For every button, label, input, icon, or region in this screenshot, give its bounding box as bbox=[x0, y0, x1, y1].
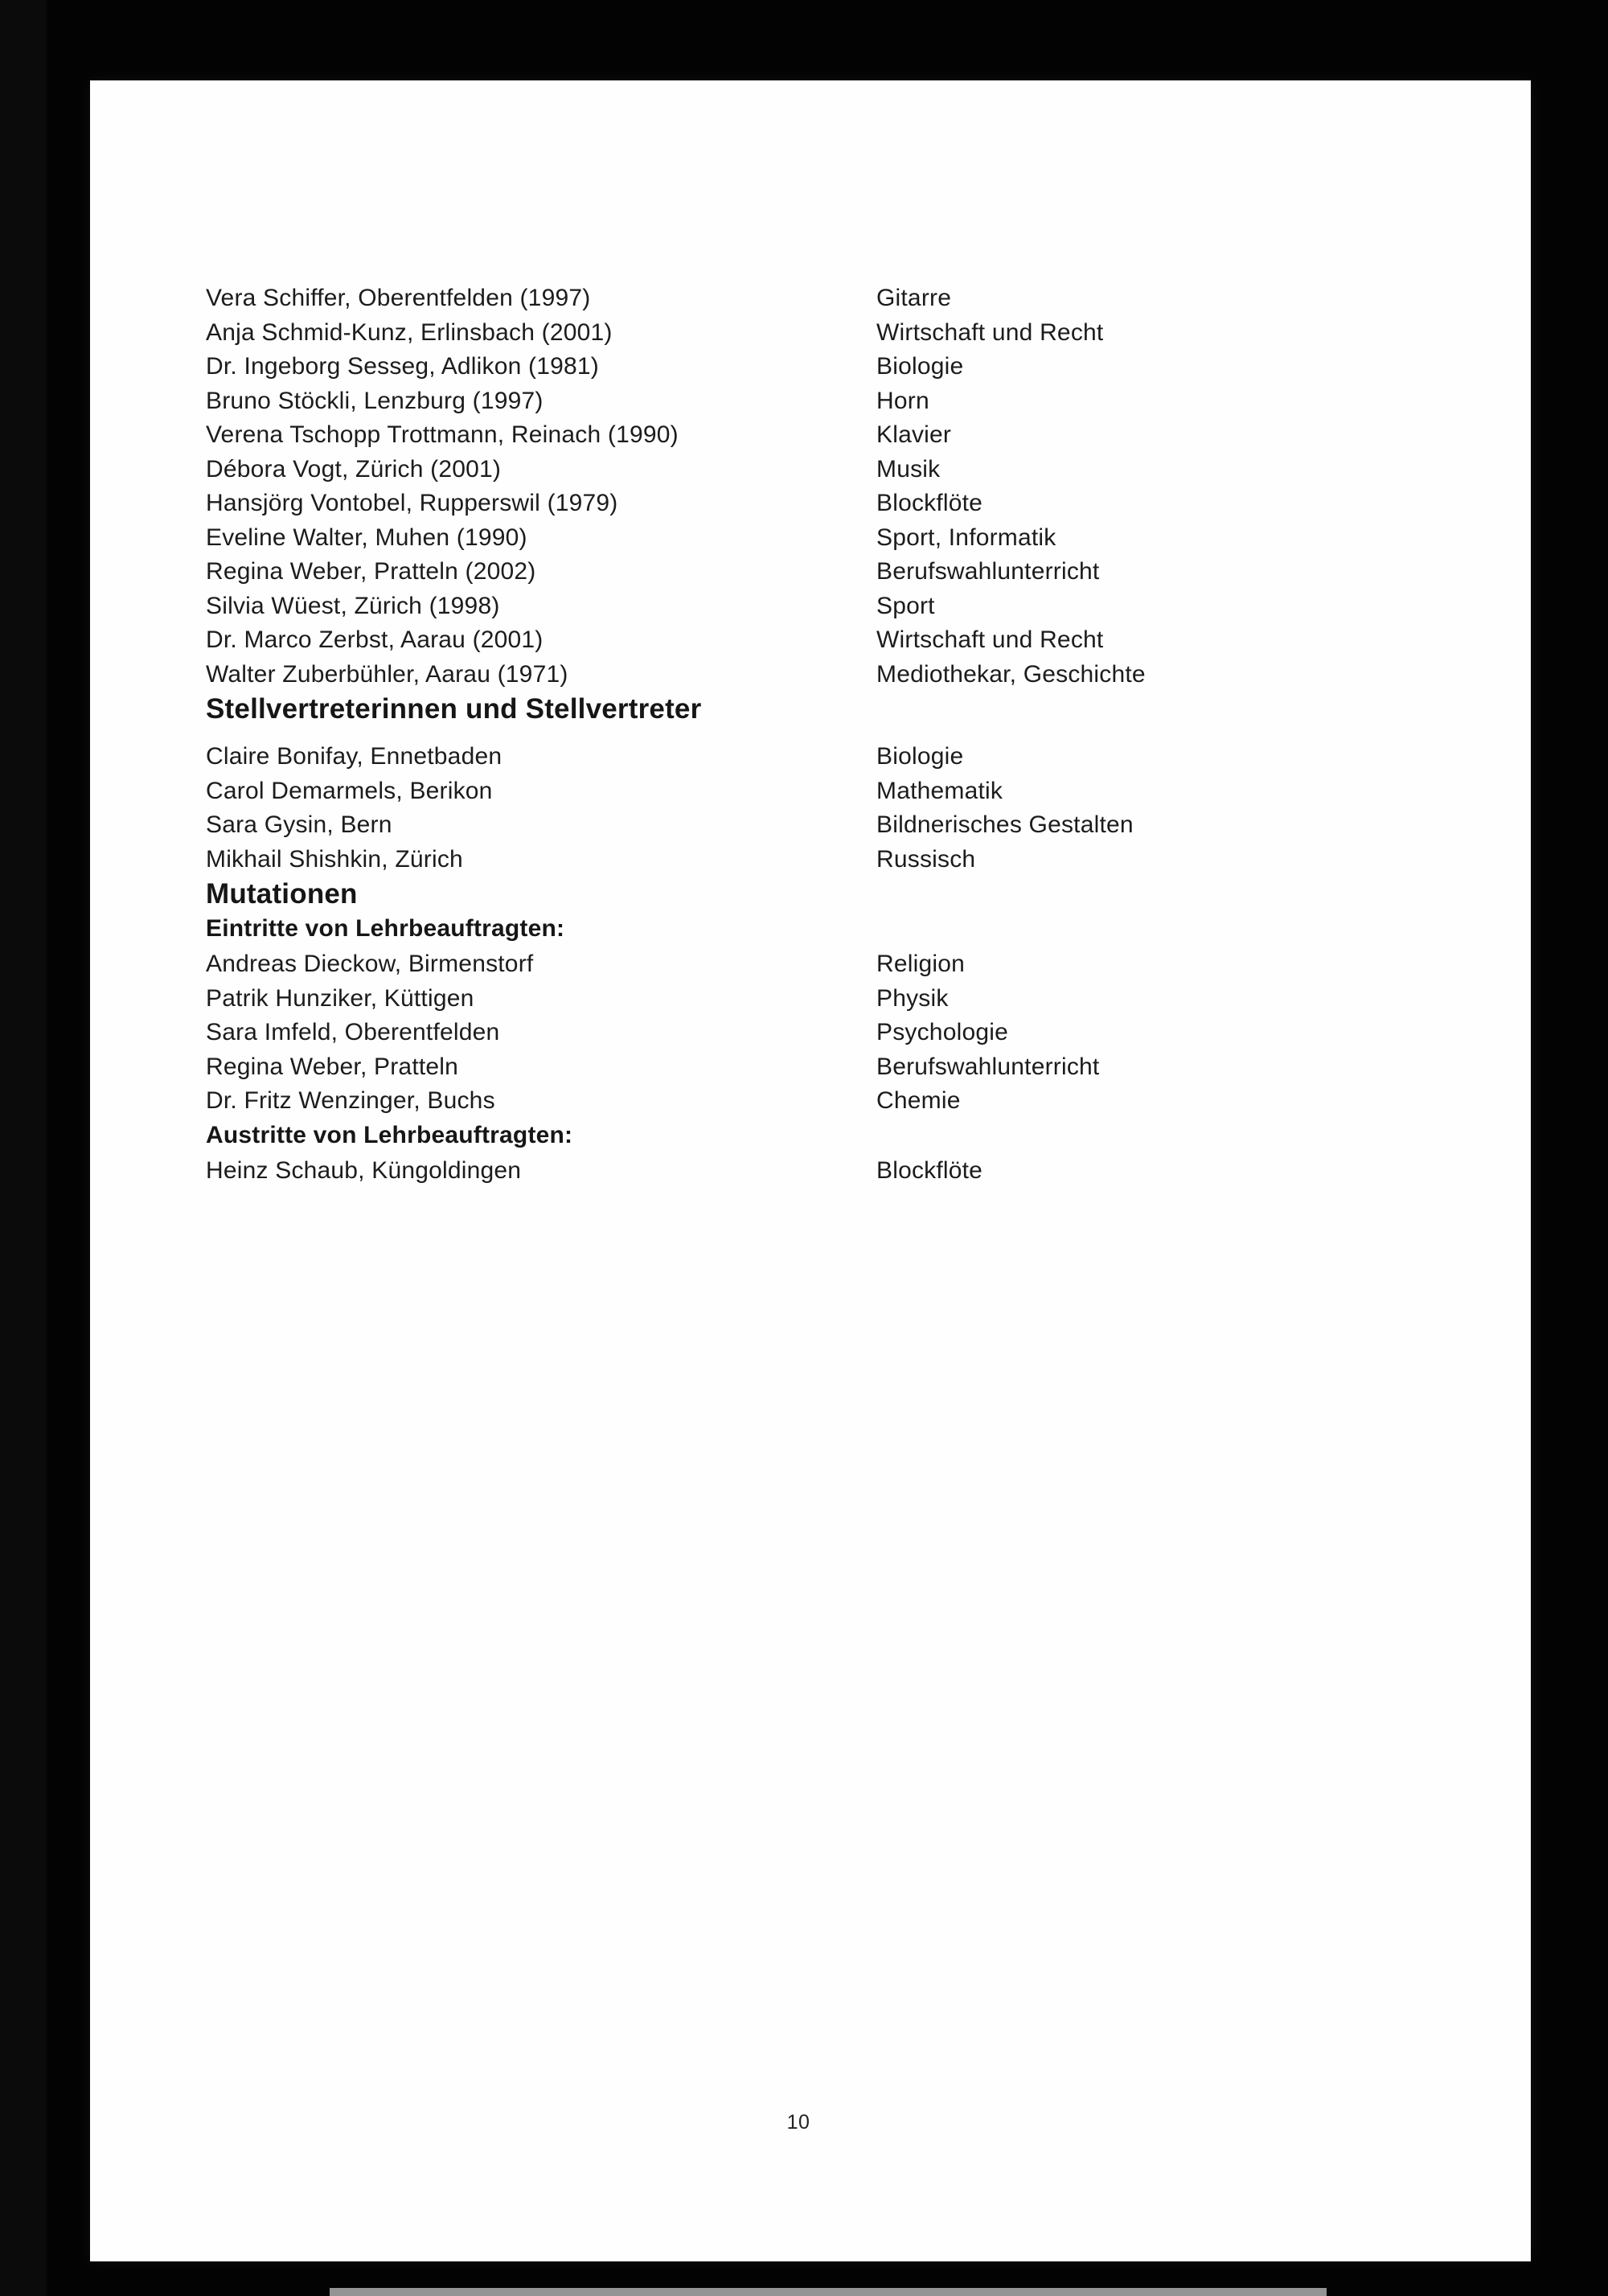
person-name: Silvia Wüest, Zürich (1998) bbox=[206, 592, 500, 619]
person-subject: Sport bbox=[876, 592, 935, 619]
person-name: Heinz Schaub, Küngoldingen bbox=[206, 1156, 522, 1184]
person-subject: Biologie bbox=[876, 743, 964, 770]
document-page bbox=[90, 80, 1531, 2261]
person-name: Hansjörg Vontobel, Rupperswil (1979) bbox=[206, 490, 618, 516]
table-row bbox=[206, 1050, 1483, 1085]
person-subject: Biologie bbox=[876, 353, 964, 380]
person-name: Carol Demarmels, Berikon bbox=[206, 777, 493, 804]
table-row bbox=[206, 774, 1483, 809]
person-subject: Psychologie bbox=[876, 1019, 1008, 1045]
person-subject: Wirtschaft und Recht bbox=[876, 626, 1104, 653]
person-name: Walter Zuberbühler, Aarau (1971) bbox=[206, 660, 568, 688]
scanner-edge-band bbox=[0, 0, 47, 2296]
entries-subheading: Eintritte von Lehrbeauftragten: bbox=[206, 915, 565, 942]
person-name: Dr. Ingeborg Sesseg, Adlikon (1981) bbox=[206, 353, 599, 380]
table-row bbox=[206, 947, 1483, 982]
table-row bbox=[206, 384, 1483, 419]
person-name: Patrik Hunziker, Küttigen bbox=[206, 984, 474, 1012]
person-name: Eveline Walter, Muhen (1990) bbox=[206, 524, 527, 551]
person-subject: Mediothekar, Geschichte bbox=[876, 660, 1146, 688]
table-row bbox=[206, 982, 1483, 1017]
person-name: Sara Imfeld, Oberentfelden bbox=[206, 1019, 500, 1045]
person-subject: Blockflöte bbox=[876, 1156, 983, 1184]
scan-artifact-strip bbox=[330, 2288, 1327, 2296]
table-row bbox=[206, 1016, 1483, 1050]
person-name: Regina Weber, Pratteln (2002) bbox=[206, 558, 536, 585]
person-name: Claire Bonifay, Ennetbaden bbox=[206, 743, 503, 770]
table-row bbox=[206, 281, 1483, 316]
table-row bbox=[206, 1154, 1483, 1189]
person-subject: Mathematik bbox=[876, 777, 1003, 804]
table-row bbox=[206, 623, 1483, 658]
person-subject: Religion bbox=[876, 951, 965, 977]
table-row bbox=[206, 350, 1483, 384]
deputies-heading: Stellvertreterinnen und Stellvertreter bbox=[206, 693, 702, 725]
person-subject: Gitarre bbox=[876, 285, 952, 311]
person-name: Dr. Fritz Wenzinger, Buchs bbox=[206, 1087, 495, 1114]
person-subject: Physik bbox=[876, 984, 949, 1012]
person-name: Andreas Dieckow, Birmenstorf bbox=[206, 951, 534, 977]
table-row bbox=[206, 418, 1483, 453]
entries-list bbox=[206, 947, 1483, 1119]
table-row bbox=[206, 487, 1483, 521]
exits-subheading: Austritte von Lehrbeauftragten: bbox=[206, 1121, 573, 1148]
deputies-list bbox=[206, 740, 1483, 877]
table-row bbox=[206, 589, 1483, 624]
person-name: Débora Vogt, Zürich (2001) bbox=[206, 455, 502, 483]
person-subject: Sport, Informatik bbox=[876, 524, 1056, 551]
person-name: Verena Tschopp Trottmann, Reinach (1990) bbox=[206, 421, 679, 448]
person-subject: Musik bbox=[876, 455, 941, 483]
page-number: 10 bbox=[786, 2111, 810, 2134]
person-subject: Wirtschaft und Recht bbox=[876, 318, 1104, 346]
person-subject: Berufswahlunterricht bbox=[876, 1053, 1100, 1080]
table-row bbox=[206, 658, 1483, 692]
person-subject: Russisch bbox=[876, 845, 976, 873]
person-subject: Klavier bbox=[876, 421, 952, 448]
person-subject: Bildnerisches Gestalten bbox=[876, 811, 1134, 838]
table-row bbox=[206, 316, 1483, 351]
person-name: Vera Schiffer, Oberentfelden (1997) bbox=[206, 285, 591, 311]
table-row bbox=[206, 555, 1483, 589]
person-name: Mikhail Shishkin, Zürich bbox=[206, 845, 463, 873]
person-name: Anja Schmid-Kunz, Erlinsbach (2001) bbox=[206, 318, 613, 346]
lecturers-list bbox=[206, 281, 1483, 692]
person-name: Sara Gysin, Bern bbox=[206, 811, 392, 838]
person-subject: Berufswahlunterricht bbox=[876, 558, 1100, 585]
person-subject: Blockflöte bbox=[876, 490, 983, 516]
person-name: Dr. Marco Zerbst, Aarau (2001) bbox=[206, 626, 544, 653]
person-subject: Horn bbox=[876, 387, 929, 414]
table-row bbox=[206, 521, 1483, 556]
person-name: Bruno Stöckli, Lenzburg (1997) bbox=[206, 387, 544, 414]
person-subject: Chemie bbox=[876, 1087, 961, 1114]
table-row bbox=[206, 740, 1483, 774]
mutations-heading: Mutationen bbox=[206, 878, 358, 910]
table-row bbox=[206, 843, 1483, 877]
table-row bbox=[206, 808, 1483, 843]
page-content bbox=[206, 281, 1483, 1188]
table-row bbox=[206, 453, 1483, 487]
exits-list bbox=[206, 1154, 1483, 1189]
table-row bbox=[206, 1084, 1483, 1119]
person-name: Regina Weber, Pratteln bbox=[206, 1053, 459, 1080]
